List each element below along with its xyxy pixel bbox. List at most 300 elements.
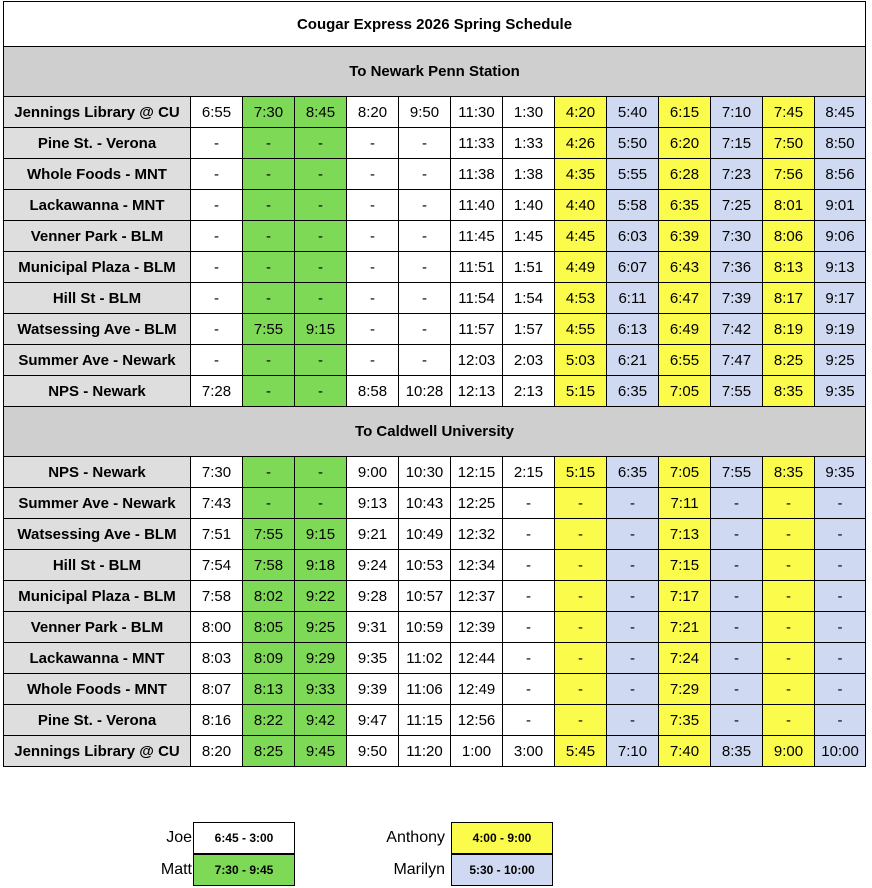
time-cell: 8:20 bbox=[191, 736, 243, 767]
time-cell: 7:21 bbox=[659, 612, 711, 643]
time-cell: 8:45 bbox=[295, 97, 347, 128]
legend-driver-name: Joe bbox=[166, 829, 192, 846]
time-cell: 7:36 bbox=[711, 252, 763, 283]
time-cell: - bbox=[555, 643, 607, 674]
time-cell: - bbox=[243, 252, 295, 283]
time-cell: 7:40 bbox=[659, 736, 711, 767]
time-cell: 6:35 bbox=[607, 376, 659, 407]
time-cell: - bbox=[347, 128, 399, 159]
section-header-row bbox=[4, 47, 866, 97]
time-cell: - bbox=[555, 550, 607, 581]
time-cell: - bbox=[711, 488, 763, 519]
time-cell: 7:42 bbox=[711, 314, 763, 345]
time-cell: 5:40 bbox=[607, 97, 659, 128]
time-cell: - bbox=[243, 128, 295, 159]
time-cell: 9:00 bbox=[347, 457, 399, 488]
time-cell: - bbox=[399, 128, 451, 159]
time-cell: 8:07 bbox=[191, 674, 243, 705]
time-cell: - bbox=[763, 550, 815, 581]
time-cell: 9:50 bbox=[399, 97, 451, 128]
time-cell: 9:39 bbox=[347, 674, 399, 705]
time-cell: 7:56 bbox=[763, 159, 815, 190]
time-cell: - bbox=[399, 221, 451, 252]
time-cell: 7:11 bbox=[659, 488, 711, 519]
time-cell: 6:13 bbox=[607, 314, 659, 345]
table-row bbox=[4, 550, 866, 581]
time-cell: 9:24 bbox=[347, 550, 399, 581]
time-cell: 9:35 bbox=[815, 457, 866, 488]
time-cell: 10:43 bbox=[399, 488, 451, 519]
time-cell: - bbox=[815, 705, 866, 736]
stop-name-cell: NPS - Newark bbox=[4, 376, 191, 407]
time-cell: - bbox=[503, 643, 555, 674]
legend-hours-swatch: 7:30 - 9:45 bbox=[193, 854, 295, 886]
time-cell: 4:20 bbox=[555, 97, 607, 128]
time-cell: 8:35 bbox=[711, 736, 763, 767]
time-cell: 4:45 bbox=[555, 221, 607, 252]
time-cell: 7:58 bbox=[243, 550, 295, 581]
time-cell: 10:28 bbox=[399, 376, 451, 407]
section-heading: To Newark Penn Station bbox=[4, 47, 866, 97]
time-cell: - bbox=[711, 705, 763, 736]
stop-name-cell: Summer Ave - Newark bbox=[4, 488, 191, 519]
time-cell: - bbox=[243, 159, 295, 190]
section-heading: To Caldwell University bbox=[4, 407, 866, 457]
time-cell: 9:35 bbox=[347, 643, 399, 674]
table-row bbox=[4, 97, 866, 128]
time-cell: 7:30 bbox=[243, 97, 295, 128]
time-cell: 7:50 bbox=[763, 128, 815, 159]
time-cell: 6:35 bbox=[659, 190, 711, 221]
time-cell: 9:13 bbox=[815, 252, 866, 283]
time-cell: 11:45 bbox=[451, 221, 503, 252]
stop-name-cell: Lackawanna - MNT bbox=[4, 643, 191, 674]
legend-driver-name: Matt bbox=[160, 861, 192, 878]
time-cell: 1:51 bbox=[503, 252, 555, 283]
time-cell: 8:45 bbox=[815, 97, 866, 128]
time-cell: - bbox=[763, 488, 815, 519]
time-cell: 7:55 bbox=[711, 457, 763, 488]
time-cell: 11:20 bbox=[399, 736, 451, 767]
time-cell: 12:49 bbox=[451, 674, 503, 705]
time-cell: 7:15 bbox=[711, 128, 763, 159]
time-cell: 7:10 bbox=[711, 97, 763, 128]
time-cell: - bbox=[191, 283, 243, 314]
time-cell: 7:25 bbox=[711, 190, 763, 221]
time-cell: 12:37 bbox=[451, 581, 503, 612]
time-cell: - bbox=[295, 376, 347, 407]
time-cell: 8:03 bbox=[191, 643, 243, 674]
time-cell: - bbox=[503, 581, 555, 612]
time-cell: 9:06 bbox=[815, 221, 866, 252]
table-row bbox=[4, 674, 866, 705]
time-cell: 1:38 bbox=[503, 159, 555, 190]
time-cell: - bbox=[295, 488, 347, 519]
time-cell: 6:55 bbox=[191, 97, 243, 128]
time-cell: 11:06 bbox=[399, 674, 451, 705]
time-cell: 8:22 bbox=[243, 705, 295, 736]
time-cell: 6:20 bbox=[659, 128, 711, 159]
time-cell: 7:55 bbox=[711, 376, 763, 407]
time-cell: - bbox=[295, 252, 347, 283]
time-cell: - bbox=[815, 519, 866, 550]
time-cell: - bbox=[243, 283, 295, 314]
time-cell: - bbox=[503, 488, 555, 519]
time-cell: 12:25 bbox=[451, 488, 503, 519]
time-cell: 9:50 bbox=[347, 736, 399, 767]
time-cell: 12:15 bbox=[451, 457, 503, 488]
stop-name-cell: Hill St - BLM bbox=[4, 283, 191, 314]
time-cell: - bbox=[711, 674, 763, 705]
time-cell: 2:13 bbox=[503, 376, 555, 407]
time-cell: 11:57 bbox=[451, 314, 503, 345]
time-cell: 7:45 bbox=[763, 97, 815, 128]
time-cell: 9:35 bbox=[815, 376, 866, 407]
time-cell: 8:17 bbox=[763, 283, 815, 314]
table-row bbox=[4, 221, 866, 252]
time-cell: 12:44 bbox=[451, 643, 503, 674]
time-cell: 1:40 bbox=[503, 190, 555, 221]
stop-name-cell: Pine St. - Verona bbox=[4, 128, 191, 159]
time-cell: 6:28 bbox=[659, 159, 711, 190]
time-cell: - bbox=[607, 581, 659, 612]
time-cell: 6:21 bbox=[607, 345, 659, 376]
time-cell: - bbox=[503, 705, 555, 736]
time-cell: - bbox=[399, 252, 451, 283]
time-cell: - bbox=[503, 550, 555, 581]
stop-name-cell: Watsessing Ave - BLM bbox=[4, 314, 191, 345]
time-cell: 11:54 bbox=[451, 283, 503, 314]
stop-name-cell: NPS - Newark bbox=[4, 457, 191, 488]
time-cell: 9:18 bbox=[295, 550, 347, 581]
time-cell: - bbox=[295, 190, 347, 221]
time-cell: 6:11 bbox=[607, 283, 659, 314]
time-cell: 7:17 bbox=[659, 581, 711, 612]
time-cell: 11:40 bbox=[451, 190, 503, 221]
table-row bbox=[4, 252, 866, 283]
time-cell: 8:58 bbox=[347, 376, 399, 407]
time-cell: 9:17 bbox=[815, 283, 866, 314]
table-row bbox=[4, 457, 866, 488]
time-cell: 6:43 bbox=[659, 252, 711, 283]
stop-name-cell: Watsessing Ave - BLM bbox=[4, 519, 191, 550]
time-cell: 6:39 bbox=[659, 221, 711, 252]
table-row bbox=[4, 488, 866, 519]
time-cell: - bbox=[711, 519, 763, 550]
time-cell: - bbox=[191, 345, 243, 376]
time-cell: - bbox=[815, 674, 866, 705]
time-cell: 7:28 bbox=[191, 376, 243, 407]
time-cell: - bbox=[243, 221, 295, 252]
time-cell: 4:55 bbox=[555, 314, 607, 345]
table-row bbox=[4, 581, 866, 612]
time-cell: - bbox=[607, 488, 659, 519]
time-cell: 9:15 bbox=[295, 314, 347, 345]
time-cell: 11:02 bbox=[399, 643, 451, 674]
time-cell: 12:39 bbox=[451, 612, 503, 643]
time-cell: - bbox=[555, 581, 607, 612]
time-cell: - bbox=[555, 674, 607, 705]
time-cell: - bbox=[711, 643, 763, 674]
section-header-row bbox=[4, 407, 866, 457]
time-cell: 9:15 bbox=[295, 519, 347, 550]
time-cell: 7:51 bbox=[191, 519, 243, 550]
time-cell: - bbox=[347, 221, 399, 252]
time-cell: 5:55 bbox=[607, 159, 659, 190]
time-cell: - bbox=[711, 612, 763, 643]
table-row bbox=[4, 190, 866, 221]
time-cell: - bbox=[347, 252, 399, 283]
time-cell: 8:16 bbox=[191, 705, 243, 736]
time-cell: 8:00 bbox=[191, 612, 243, 643]
legend-hours-swatch: 4:00 - 9:00 bbox=[451, 822, 553, 854]
time-cell: 9:31 bbox=[347, 612, 399, 643]
time-cell: - bbox=[399, 283, 451, 314]
time-cell: - bbox=[191, 128, 243, 159]
time-cell: 7:24 bbox=[659, 643, 711, 674]
time-cell: - bbox=[607, 550, 659, 581]
time-cell: - bbox=[191, 252, 243, 283]
time-cell: 4:40 bbox=[555, 190, 607, 221]
time-cell: 8:06 bbox=[763, 221, 815, 252]
time-cell: - bbox=[243, 457, 295, 488]
time-cell: 4:26 bbox=[555, 128, 607, 159]
stop-name-cell: Hill St - BLM bbox=[4, 550, 191, 581]
table-row bbox=[4, 705, 866, 736]
table-row bbox=[4, 283, 866, 314]
time-cell: 7:30 bbox=[191, 457, 243, 488]
time-cell: - bbox=[711, 581, 763, 612]
time-cell: 1:54 bbox=[503, 283, 555, 314]
time-cell: 6:35 bbox=[607, 457, 659, 488]
time-cell: 9:47 bbox=[347, 705, 399, 736]
time-cell: 8:19 bbox=[763, 314, 815, 345]
time-cell: - bbox=[243, 376, 295, 407]
time-cell: - bbox=[243, 345, 295, 376]
time-cell: - bbox=[347, 314, 399, 345]
table-row bbox=[4, 159, 866, 190]
time-cell: - bbox=[191, 314, 243, 345]
time-cell: 7:43 bbox=[191, 488, 243, 519]
time-cell: - bbox=[347, 345, 399, 376]
time-cell: 8:09 bbox=[243, 643, 295, 674]
time-cell: 9:21 bbox=[347, 519, 399, 550]
stop-name-cell: Summer Ave - Newark bbox=[4, 345, 191, 376]
time-cell: 8:50 bbox=[815, 128, 866, 159]
time-cell: - bbox=[399, 314, 451, 345]
time-cell: - bbox=[607, 643, 659, 674]
time-cell: 1:45 bbox=[503, 221, 555, 252]
time-cell: 10:00 bbox=[815, 736, 866, 767]
schedule-title: Cougar Express 2026 Spring Schedule bbox=[4, 2, 866, 47]
time-cell: 12:34 bbox=[451, 550, 503, 581]
time-cell: - bbox=[815, 550, 866, 581]
time-cell: - bbox=[399, 345, 451, 376]
time-cell: 10:57 bbox=[399, 581, 451, 612]
time-cell: - bbox=[347, 159, 399, 190]
stop-name-cell: Municipal Plaza - BLM bbox=[4, 252, 191, 283]
time-cell: 5:58 bbox=[607, 190, 659, 221]
time-cell: 8:56 bbox=[815, 159, 866, 190]
time-cell: 7:58 bbox=[191, 581, 243, 612]
time-cell: - bbox=[555, 519, 607, 550]
time-cell: 9:45 bbox=[295, 736, 347, 767]
time-cell: 6:55 bbox=[659, 345, 711, 376]
time-cell: - bbox=[763, 705, 815, 736]
time-cell: 9:00 bbox=[763, 736, 815, 767]
time-cell: - bbox=[295, 457, 347, 488]
time-cell: - bbox=[295, 221, 347, 252]
time-cell: 8:02 bbox=[243, 581, 295, 612]
time-cell: - bbox=[555, 705, 607, 736]
time-cell: 12:13 bbox=[451, 376, 503, 407]
stop-name-cell: Whole Foods - MNT bbox=[4, 159, 191, 190]
time-cell: - bbox=[607, 674, 659, 705]
time-cell: 1:33 bbox=[503, 128, 555, 159]
time-cell: 10:53 bbox=[399, 550, 451, 581]
time-cell: - bbox=[503, 612, 555, 643]
time-cell: - bbox=[399, 190, 451, 221]
time-cell: 12:03 bbox=[451, 345, 503, 376]
time-cell: 6:47 bbox=[659, 283, 711, 314]
time-cell: - bbox=[815, 612, 866, 643]
time-cell: 8:01 bbox=[763, 190, 815, 221]
time-cell: 4:53 bbox=[555, 283, 607, 314]
time-cell: - bbox=[191, 159, 243, 190]
time-cell: 7:15 bbox=[659, 550, 711, 581]
time-cell: - bbox=[347, 190, 399, 221]
legend-hours-swatch: 6:45 - 3:00 bbox=[193, 822, 295, 854]
time-cell: - bbox=[347, 283, 399, 314]
time-cell: - bbox=[607, 612, 659, 643]
time-cell: 11:51 bbox=[451, 252, 503, 283]
time-cell: - bbox=[295, 345, 347, 376]
legend-driver-name: Anthony bbox=[386, 829, 445, 846]
time-cell: 10:49 bbox=[399, 519, 451, 550]
time-cell: 11:30 bbox=[451, 97, 503, 128]
time-cell: 6:07 bbox=[607, 252, 659, 283]
time-cell: 6:03 bbox=[607, 221, 659, 252]
time-cell: 8:25 bbox=[763, 345, 815, 376]
time-cell: 5:50 bbox=[607, 128, 659, 159]
time-cell: - bbox=[191, 190, 243, 221]
time-cell: - bbox=[607, 519, 659, 550]
time-cell: - bbox=[555, 612, 607, 643]
time-cell: 5:03 bbox=[555, 345, 607, 376]
time-cell: - bbox=[763, 643, 815, 674]
stop-name-cell: Venner Park - BLM bbox=[4, 612, 191, 643]
time-cell: - bbox=[555, 488, 607, 519]
time-cell: - bbox=[763, 612, 815, 643]
time-cell: 7:55 bbox=[243, 314, 295, 345]
time-cell: - bbox=[191, 221, 243, 252]
time-cell: - bbox=[399, 159, 451, 190]
time-cell: 7:05 bbox=[659, 457, 711, 488]
time-cell: 7:23 bbox=[711, 159, 763, 190]
time-cell: 9:25 bbox=[815, 345, 866, 376]
time-cell: 3:00 bbox=[503, 736, 555, 767]
table-row bbox=[4, 643, 866, 674]
time-cell: 8:13 bbox=[763, 252, 815, 283]
time-cell: 2:15 bbox=[503, 457, 555, 488]
time-cell: 9:28 bbox=[347, 581, 399, 612]
title-row bbox=[4, 2, 866, 47]
time-cell: 12:56 bbox=[451, 705, 503, 736]
time-cell: 5:15 bbox=[555, 376, 607, 407]
time-cell: - bbox=[763, 674, 815, 705]
time-cell: - bbox=[815, 488, 866, 519]
time-cell: 6:15 bbox=[659, 97, 711, 128]
time-cell: 8:35 bbox=[763, 457, 815, 488]
time-cell: - bbox=[243, 190, 295, 221]
table-row bbox=[4, 128, 866, 159]
time-cell: 8:25 bbox=[243, 736, 295, 767]
table-row bbox=[4, 736, 866, 767]
table-row bbox=[4, 612, 866, 643]
time-cell: 9:19 bbox=[815, 314, 866, 345]
time-cell: 7:55 bbox=[243, 519, 295, 550]
time-cell: 6:49 bbox=[659, 314, 711, 345]
time-cell: 4:49 bbox=[555, 252, 607, 283]
time-cell: 1:30 bbox=[503, 97, 555, 128]
stop-name-cell: Whole Foods - MNT bbox=[4, 674, 191, 705]
stop-name-cell: Pine St. - Verona bbox=[4, 705, 191, 736]
time-cell: 9:42 bbox=[295, 705, 347, 736]
time-cell: - bbox=[815, 581, 866, 612]
time-cell: 5:15 bbox=[555, 457, 607, 488]
time-cell: 9:01 bbox=[815, 190, 866, 221]
time-cell: 2:03 bbox=[503, 345, 555, 376]
time-cell: - bbox=[607, 705, 659, 736]
time-cell: 10:30 bbox=[399, 457, 451, 488]
time-cell: 7:13 bbox=[659, 519, 711, 550]
time-cell: - bbox=[295, 283, 347, 314]
time-cell: 4:35 bbox=[555, 159, 607, 190]
time-cell: 9:13 bbox=[347, 488, 399, 519]
time-cell: 8:35 bbox=[763, 376, 815, 407]
time-cell: 7:35 bbox=[659, 705, 711, 736]
stop-name-cell: Jennings Library @ CU bbox=[4, 97, 191, 128]
time-cell: 8:13 bbox=[243, 674, 295, 705]
time-cell: - bbox=[295, 128, 347, 159]
time-cell: 5:45 bbox=[555, 736, 607, 767]
stop-name-cell: Jennings Library @ CU bbox=[4, 736, 191, 767]
legend-hours-swatch: 5:30 - 10:00 bbox=[451, 854, 553, 886]
time-cell: - bbox=[763, 581, 815, 612]
time-cell: 7:05 bbox=[659, 376, 711, 407]
time-cell: 9:33 bbox=[295, 674, 347, 705]
time-cell: 7:30 bbox=[711, 221, 763, 252]
time-cell: 7:29 bbox=[659, 674, 711, 705]
table-row bbox=[4, 314, 866, 345]
time-cell: - bbox=[243, 488, 295, 519]
time-cell: 11:15 bbox=[399, 705, 451, 736]
time-cell: 10:59 bbox=[399, 612, 451, 643]
table-row bbox=[4, 519, 866, 550]
time-cell: - bbox=[295, 159, 347, 190]
table-row bbox=[4, 376, 866, 407]
time-cell: - bbox=[815, 643, 866, 674]
time-cell: 11:33 bbox=[451, 128, 503, 159]
time-cell: 9:29 bbox=[295, 643, 347, 674]
time-cell: 7:47 bbox=[711, 345, 763, 376]
time-cell: 1:00 bbox=[451, 736, 503, 767]
time-cell: 7:10 bbox=[607, 736, 659, 767]
stop-name-cell: Venner Park - BLM bbox=[4, 221, 191, 252]
time-cell: 1:57 bbox=[503, 314, 555, 345]
time-cell: 8:05 bbox=[243, 612, 295, 643]
time-cell: 7:39 bbox=[711, 283, 763, 314]
